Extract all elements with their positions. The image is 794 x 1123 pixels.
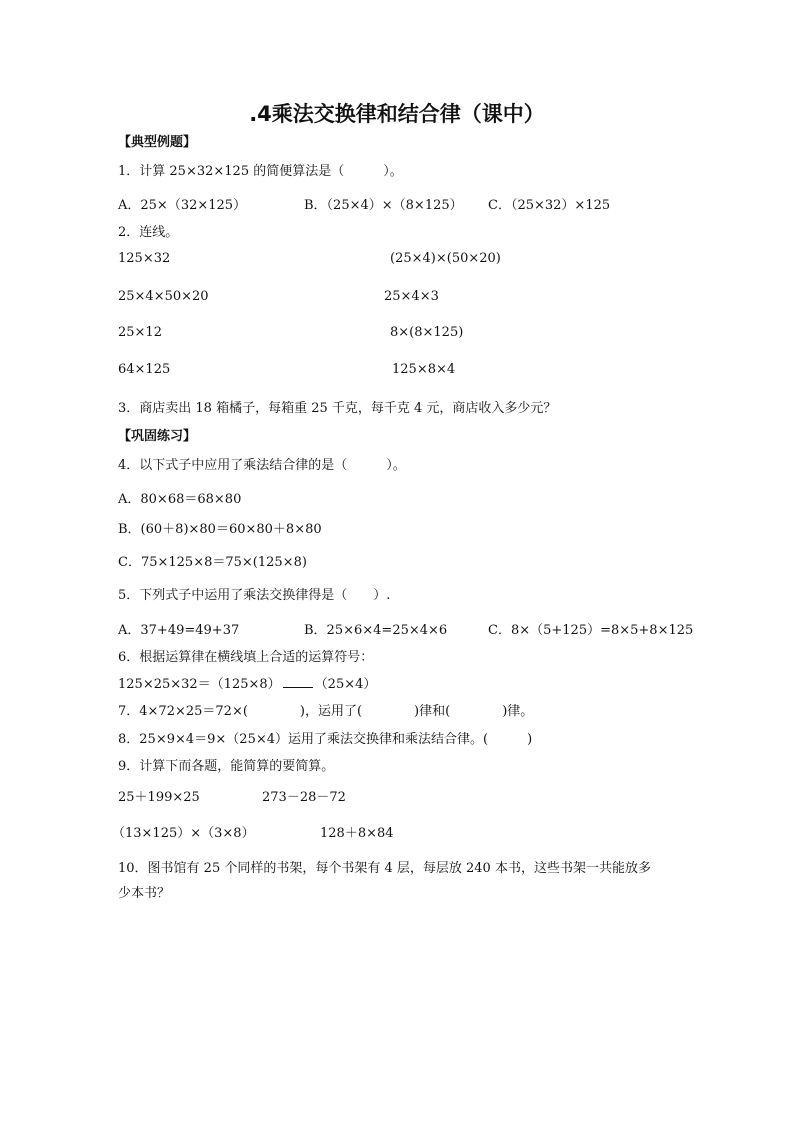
question-10-line-2: 少本书？	[118, 886, 171, 901]
q2-left-3: 25×12	[118, 325, 162, 340]
q2-left-2: 25×4×50×20	[118, 289, 209, 304]
page-title: .4乘法交换律和结合律（课中）	[249, 102, 545, 126]
q9-item-4: 128＋8×84	[320, 826, 394, 841]
q6-expression	[118, 673, 376, 692]
q2-left-4: 64×125	[118, 362, 171, 377]
q5-option-b: B．25×6×4=25×4×6	[304, 623, 448, 638]
q9-item-2: 273－28－72	[262, 790, 346, 805]
q1-option-c: C．（25×32）×125	[488, 198, 611, 213]
question-2: 2．连线。	[118, 225, 179, 240]
q4-option-c: C．75×125×8＝75×(125×8)	[118, 555, 307, 570]
question-6: 6．根据运算律在横线填上合适的运算符号：	[118, 650, 374, 665]
q6-expr-right: （25×4）	[314, 677, 377, 692]
question-7: 7．4×72×25＝72×( )，运用了( )律和( )律。	[118, 704, 534, 719]
q9-item-3: （13×125）×（3×8）	[112, 826, 255, 841]
question-3: 3．商店卖出 18 箱橘子，每箱重 25 千克，每千克 4 元，商店收入多少元？	[118, 401, 557, 416]
q2-right-1: (25×4)×(50×20)	[390, 251, 501, 266]
q5-option-a: A．37+49=49+37	[118, 623, 240, 638]
q2-right-3: 8×(8×125)	[390, 325, 464, 340]
question-1: 1．计算 25×32×125 的简便算法是（ ）。	[118, 164, 403, 179]
question-5: 5．下列式子中运用了乘法交换律得是（ ）.	[118, 588, 391, 603]
question-10-line-1: 10．图书馆有 25 个同样的书架，每个书架有 4 层，每层放 240 本书，这些书架一共能放多	[118, 861, 651, 876]
q4-option-a: A．80×68＝68×80	[118, 492, 242, 507]
question-9: 9．计算下而各题，能简算的要简算。	[118, 759, 335, 774]
q9-item-1: 25＋199×25	[118, 790, 200, 805]
section-practice: 【巩固练习】	[118, 429, 197, 444]
q4-option-b: B．(60＋8)×80＝60×80＋8×80	[118, 522, 322, 537]
q6-answer-blank[interactable]	[283, 675, 313, 688]
q2-right-2: 25×4×3	[384, 289, 439, 304]
q1-option-a: A．25×（32×125）	[118, 198, 247, 213]
q5-option-c: C．8×（5+125）=8×5+8×125	[488, 623, 694, 638]
section-examples: 【典型例题】	[118, 135, 197, 150]
question-4: 4．以下式子中应用了乘法结合律的是（ ）。	[118, 458, 406, 473]
q2-right-4: 125×8×4	[392, 362, 456, 377]
q1-option-b: B．（25×4）×（8×125）	[304, 198, 463, 213]
q6-expr-left: 125×25×32＝（125×8）	[118, 677, 281, 692]
question-8: 8．25×9×4＝9×（25×4）运用了乘法交换律和乘法结合律。( )	[118, 732, 533, 747]
q2-left-1: 125×32	[118, 251, 171, 266]
